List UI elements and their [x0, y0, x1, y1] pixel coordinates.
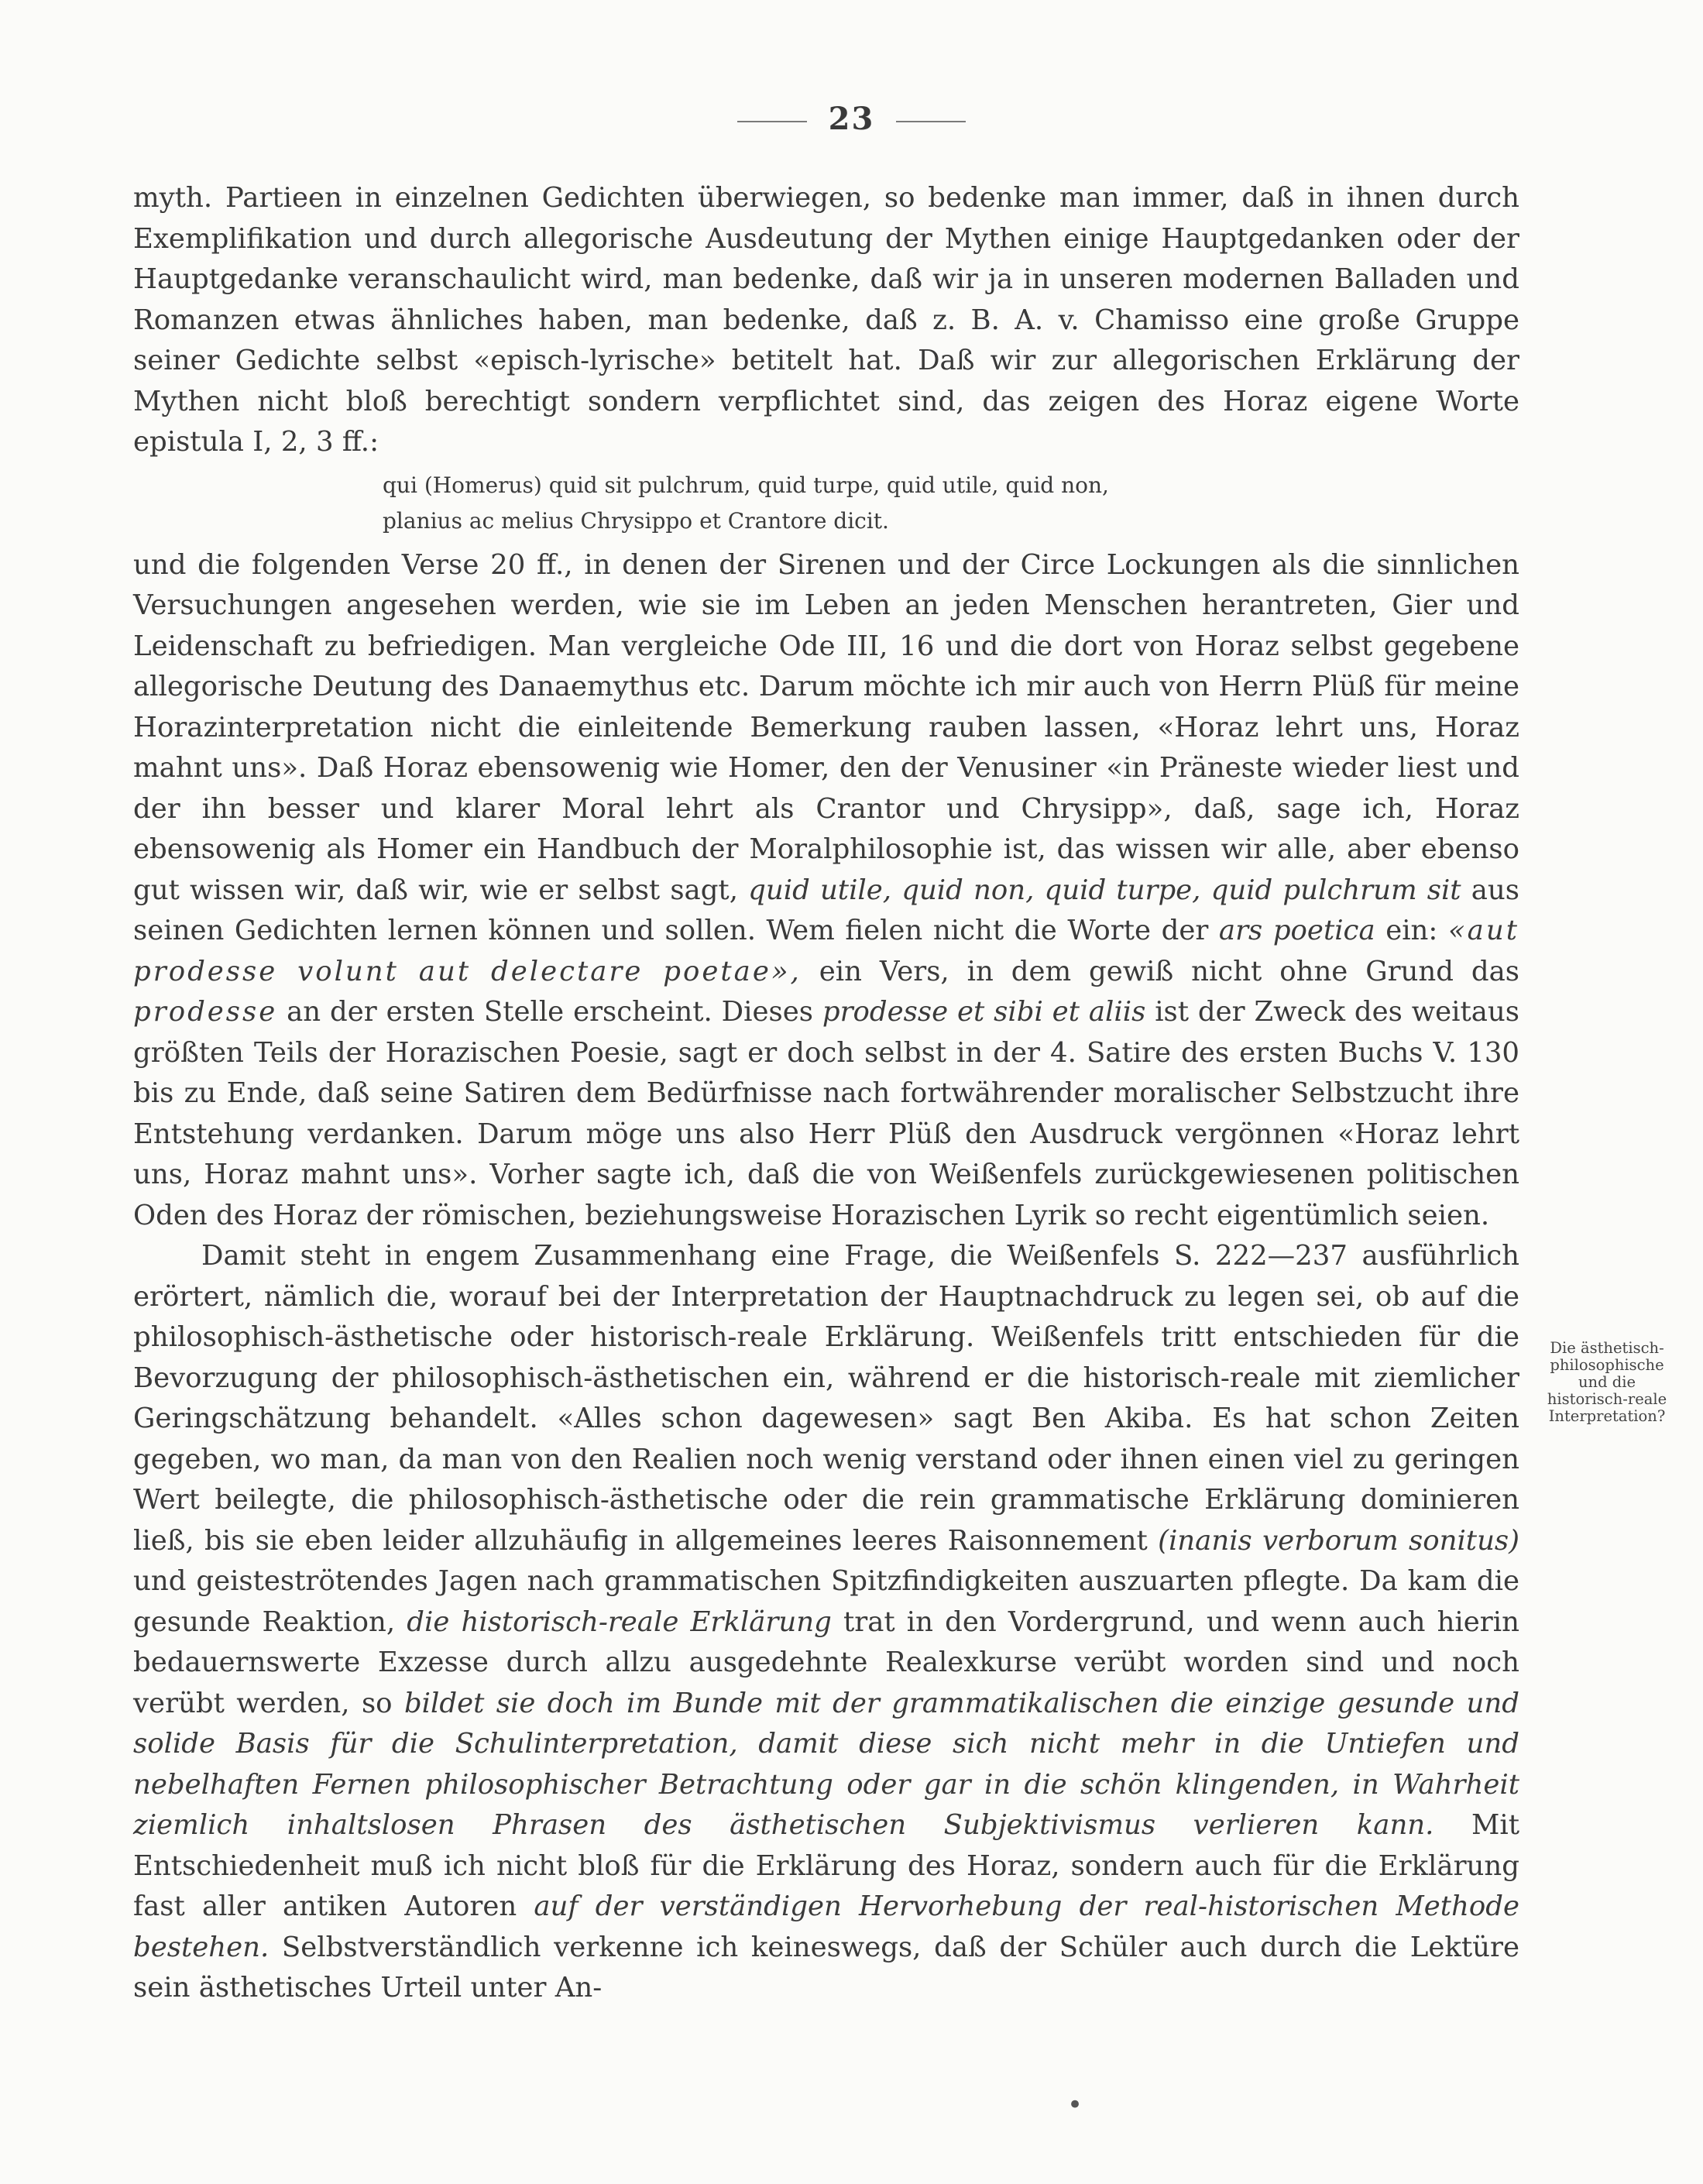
paragraph-3-text: Selbstverständlich verkenne ich keineswegs, daß der Schüler auch durch die Lektüre sein ästhetisches Urteil unter An-: [133, 1931, 1519, 2004]
header-rule-right: [896, 121, 966, 122]
emphasis-term: prodesse: [133, 996, 278, 1028]
paragraph-2-text: und die folgenden Verse 20 ff., in denen der Sirenen und der Circe Lockungen als die sinnlichen Versuchungen angesehen werden, wie sie im Leben an jeden Menschen herantreten, Gier und Leidenschaft zu befriedigen. Man vergleiche Ode III, 16 und die dort von Horaz selbst gegebene allegorische Deutung des Danaemythus etc. Darum möchte ich mir auch von Herrn Plüß für meine Horazinterpretation nicht die einleitende Bemerkung rauben lassen, «Horaz lehrt uns, Horaz mahnt uns». Daß Horaz ebensowenig wie Homer, den der Venusiner «in Präneste wieder liest und der ihn besser und klarer Moral lehrt als Crantor und Chrysipp», daß, sage ich, Horaz ebensowenig als Homer ein Handbuch der Moralphilosophie ist, das wissen wir alle, aber ebenso gut wissen wir, daß wir, wie er selbst sagt,: [133, 548, 1519, 906]
paragraph-2-text: ein:: [1385, 915, 1438, 946]
emphasis-quote: «aut prodesse volunt aut delectare poetae»,: [133, 915, 1519, 987]
emphasis-passage: auf der verständigen Hervorhebung der real-historischen Methode bestehen.: [133, 1890, 1519, 1963]
paragraph-2-text: ist der Zweck des weitaus größten Teils der Horazischen Poesie, sagt er doch selbst in der 4. Satire des ersten Buchs V. 130 bis zu Ende, daß seine Satiren dem Bedürfnisse nach fortwährender moralischer Selbstzucht ihre Entstehung verdanken. Darum möge uns also Herr Plüß den Ausdruck vergönnen «Horaz lehrt uns, Horaz mahnt uns». Vorher sagte ich, daß die von Weißenfels zurückgewiesenen politischen Oden des Horaz der römischen, beziehungsweise Horazischen Lyrik so recht eigentümlich seien.: [133, 996, 1519, 1231]
body-text: [133, 178, 1519, 2009]
emphasis-passage: bildet sie doch im Bunde mit der grammatikalischen die einzige gesunde und solide Basis für die Schulinterpretation, damit diese sich nicht mehr in die Untiefen und nebelhaften Fernen philosophischer Betrachtung oder gar in die schön klingenden, in Wahrheit ziemlich inhaltslosen Phrasen des ästhetischen Subjektivismus verlieren kann.: [133, 1687, 1519, 1841]
paragraph-1-text: myth. Partieen in einzelnen Gedichten überwiegen, so bedenke man immer, daß in ihnen durch Exemplifikation und durch allegorische Ausdeutung der Mythen einige Hauptgedanken oder der Hauptgedanke veranschaulicht wird, man bedenke, daß wir ja in unseren modernen Balladen und Romanzen etwas ähnliches haben, man bedenke, daß z. B. A. v. Chamisso eine große Gruppe seiner Gedichte selbst «episch-lyrische» betitelt hat. Daß wir zur allegorischen Erklärung der Mythen nicht bloß berechtigt sondern verpflichtet sind, das zeigen des Horaz eigene Worte epistula I, 2, 3 ff.:: [133, 182, 1519, 458]
paragraph-2-text: an der ersten Stelle erscheint. Dieses: [287, 996, 813, 1028]
block-quote: [383, 468, 1519, 539]
emphasis-title: ars poetica: [1218, 915, 1375, 946]
paragraph-2-text: ein Vers, in dem gewiß nicht ohne Grund das: [819, 955, 1519, 987]
emphasis-quote: quid utile, quid non, quid turpe, quid pulchrum sit: [748, 874, 1461, 906]
paragraph-2: [133, 545, 1519, 1237]
page-number: 23: [828, 101, 875, 137]
paragraph-3-text: und geisteströtendes Jagen nach grammatischen Spitzfindigkeiten auszuarten pflegte. Da kam die gesunde Reaktion,: [133, 1565, 1519, 1638]
margin-note-line: Interpretation?: [1548, 1407, 1666, 1425]
paragraph-1: [133, 178, 1519, 463]
paragraph-3-text: Damit steht in engem Zusammenhang eine Frage, die Weißenfels S. 222—237 ausführlich erörtert, nämlich die, worauf bei der Interpretation der Hauptnachdruck zu legen sei, ob auf die philosophisch-ästhetische oder historisch-reale Erklärung. Weißenfels tritt entschieden für die Bevorzugung der philosophisch-ästhetischen ein, während er die historisch-reale mit ziemlicher Geringschätzung behandelt. «Alles schon dagewesen» sagt Ben Akiba. Es hat schon Zeiten gegeben, wo man, da man von den Realien noch wenig verstand oder ihnen einen viel zu geringen Wert beilegte, die philosophisch-ästhetische oder die rein grammatische Erklärung dominieren ließ, bis sie eben leider allzuhäufig in allgemeines leeres Raisonnement: [133, 1240, 1519, 1557]
footer-mark: •: [1067, 2090, 1083, 2120]
margin-note: [1527, 1340, 1687, 1425]
emphasis-term: prodesse et sibi et aliis: [822, 996, 1146, 1028]
paragraph-2-text: aus seinen Gedichten lernen können und sollen. Wem fielen nicht die Worte der: [133, 874, 1519, 946]
emphasis-term: (inanis verborum sonitus): [1158, 1524, 1519, 1557]
quote-line-2: planius ac melius Chrysippo et Crantore dicit.: [383, 507, 889, 534]
page-header: [0, 101, 1703, 137]
margin-note-line: philosophische: [1550, 1356, 1664, 1374]
margin-note-line: historisch-reale: [1547, 1390, 1667, 1408]
paragraph-3-text: Mit Entschiedenheit muß ich nicht bloß für die Erklärung des Horaz, sondern auch für die Erklärung fast aller antiken Autoren: [133, 1809, 1519, 1922]
margin-note-line: Die ästhetisch-: [1550, 1339, 1664, 1357]
paragraph-3-text: trat in den Vordergrund, und wenn auch hierin bedauernswerte Exzesse durch allzu ausgedehnte Realexkurse verübt worden sind und noch verübt werden, so: [133, 1605, 1519, 1719]
paragraph-3: [133, 1236, 1519, 2009]
emphasis-term: die historisch-reale Erklärung: [407, 1605, 832, 1638]
quote-line-1: qui (Homerus) quid sit pulchrum, quid turpe, quid utile, quid non,: [383, 472, 1109, 498]
margin-note-line: und die: [1578, 1373, 1636, 1391]
header-rule-left: [737, 121, 807, 122]
